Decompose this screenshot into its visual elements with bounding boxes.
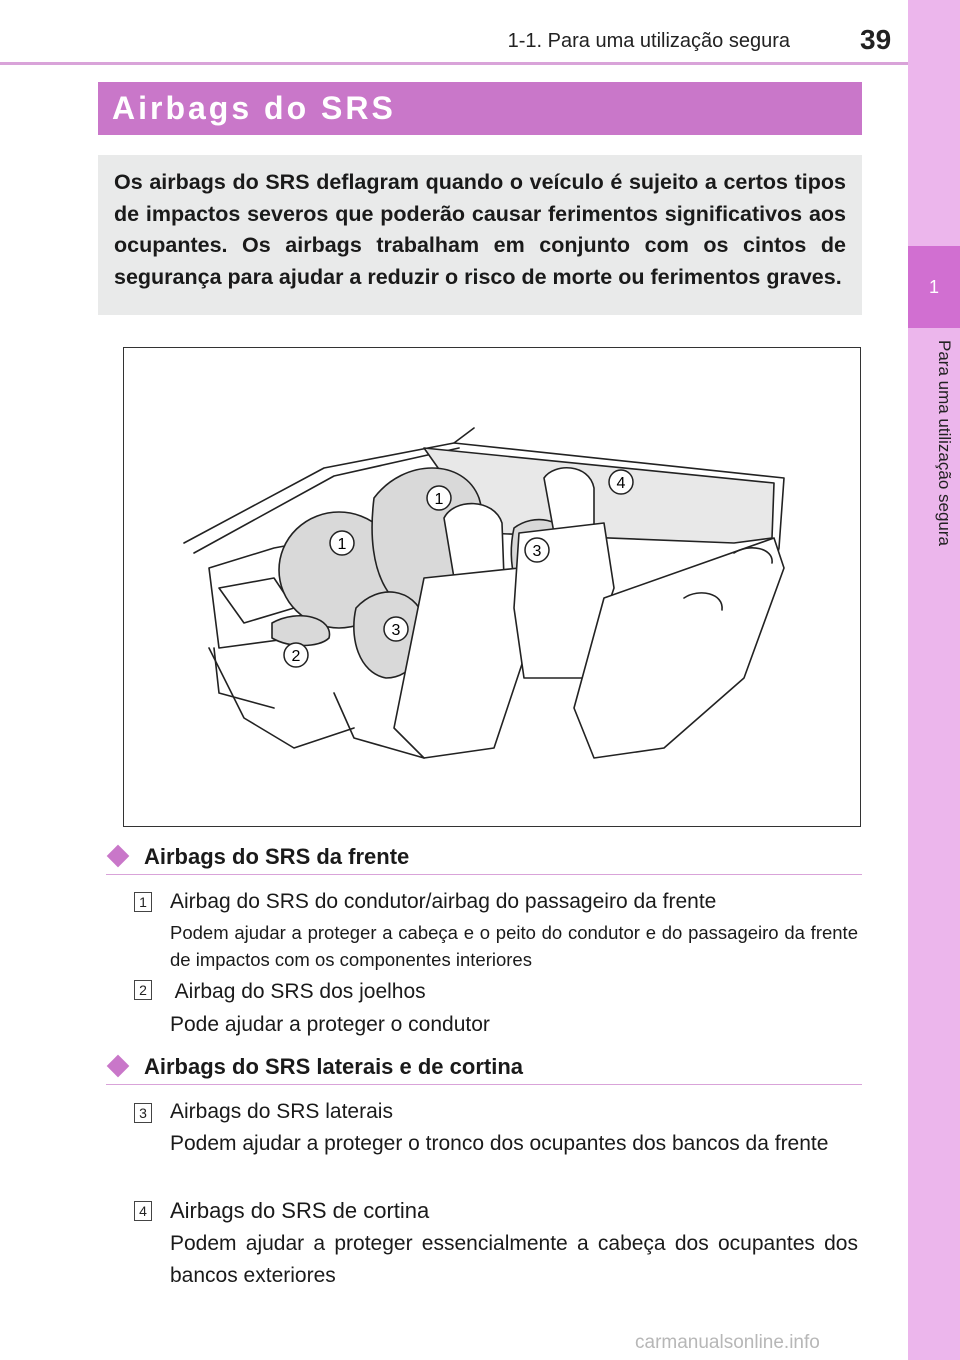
item-number-badge: 1 — [134, 892, 152, 912]
callout-3a-label: 3 — [391, 622, 401, 639]
diamond-icon — [107, 845, 130, 868]
diamond-icon — [107, 1055, 130, 1078]
item-title: Airbag do SRS dos joelhos — [170, 980, 426, 1003]
callout-4 — [609, 470, 633, 494]
front-seat-headrest-2 — [544, 468, 594, 533]
section-heading-front — [106, 844, 862, 875]
callout-1a-label: 1 — [434, 491, 444, 508]
header-rule — [0, 62, 908, 65]
chapter-side-tab — [908, 0, 960, 1360]
callout-1a — [427, 486, 451, 510]
item-title: Airbags do SRS de cortina — [170, 1198, 430, 1223]
watermark: carmanualsonline.info — [635, 1332, 820, 1353]
item-number-badge: 3 — [134, 1103, 152, 1123]
section-heading-side-curtain — [106, 1054, 862, 1085]
callout-3a — [384, 617, 408, 641]
chapter-label: Para uma utilização segura — [935, 340, 954, 547]
running-header-section: 1-1. Para uma utilização segura — [507, 30, 790, 52]
knee-airbag-shape — [272, 616, 329, 646]
door-sill — [214, 648, 274, 708]
callout-3b-label: 3 — [532, 543, 542, 560]
item-title: Airbags do SRS laterais — [170, 1100, 393, 1123]
page-title: Airbags do SRS — [112, 90, 396, 126]
car-interior-drawing — [124, 348, 861, 827]
callout-3b — [525, 538, 549, 562]
intro-box — [98, 155, 862, 315]
callout-1b-label: 1 — [337, 536, 347, 553]
page-number: 39 — [860, 24, 892, 55]
item-description: Pode ajudar a proteger o condutor — [170, 1013, 490, 1036]
chapter-number-tab: 1 — [908, 246, 960, 328]
callout-2 — [284, 643, 308, 667]
item-number-badge: 4 — [134, 1201, 152, 1221]
item-description: Podem ajudar a proteger essencialmente a cabeça dos ocupantes dos bancos exteriores — [170, 1232, 858, 1287]
item-description: Podem ajudar a proteger a cabeça e o peito do condutor e do passageiro da frente de impactos com os componentes interiores — [170, 922, 858, 970]
callout-1b — [330, 531, 354, 555]
front-seat-headrest-1 — [444, 504, 504, 580]
section-heading-text: Airbags do SRS laterais e de cortina — [144, 1054, 524, 1079]
title-bar — [98, 82, 862, 135]
lower-dash — [209, 648, 354, 748]
airbag-illustration — [123, 347, 861, 827]
intro-text: Os airbags do SRS deflagram quando o veículo é sujeito a certos tipos de impactos severos que poderão causar ferimentos significativos aos ocupantes. Os airbags trabalham em conjunto com os cintos de segurança para ajudar a reduzir o risco de morte ou ferimentos graves. — [114, 170, 846, 289]
section-heading-text: Airbags do SRS da frente — [144, 844, 410, 869]
item-number-badge: 2 — [134, 980, 152, 1000]
item-description: Podem ajudar a proteger o tronco dos ocupantes dos bancos da frente — [170, 1132, 829, 1155]
item-title: Airbag do SRS do condutor/airbag do passageiro da frente — [170, 890, 717, 913]
callout-2-label: 2 — [291, 648, 301, 665]
callout-4-label: 4 — [616, 475, 626, 492]
